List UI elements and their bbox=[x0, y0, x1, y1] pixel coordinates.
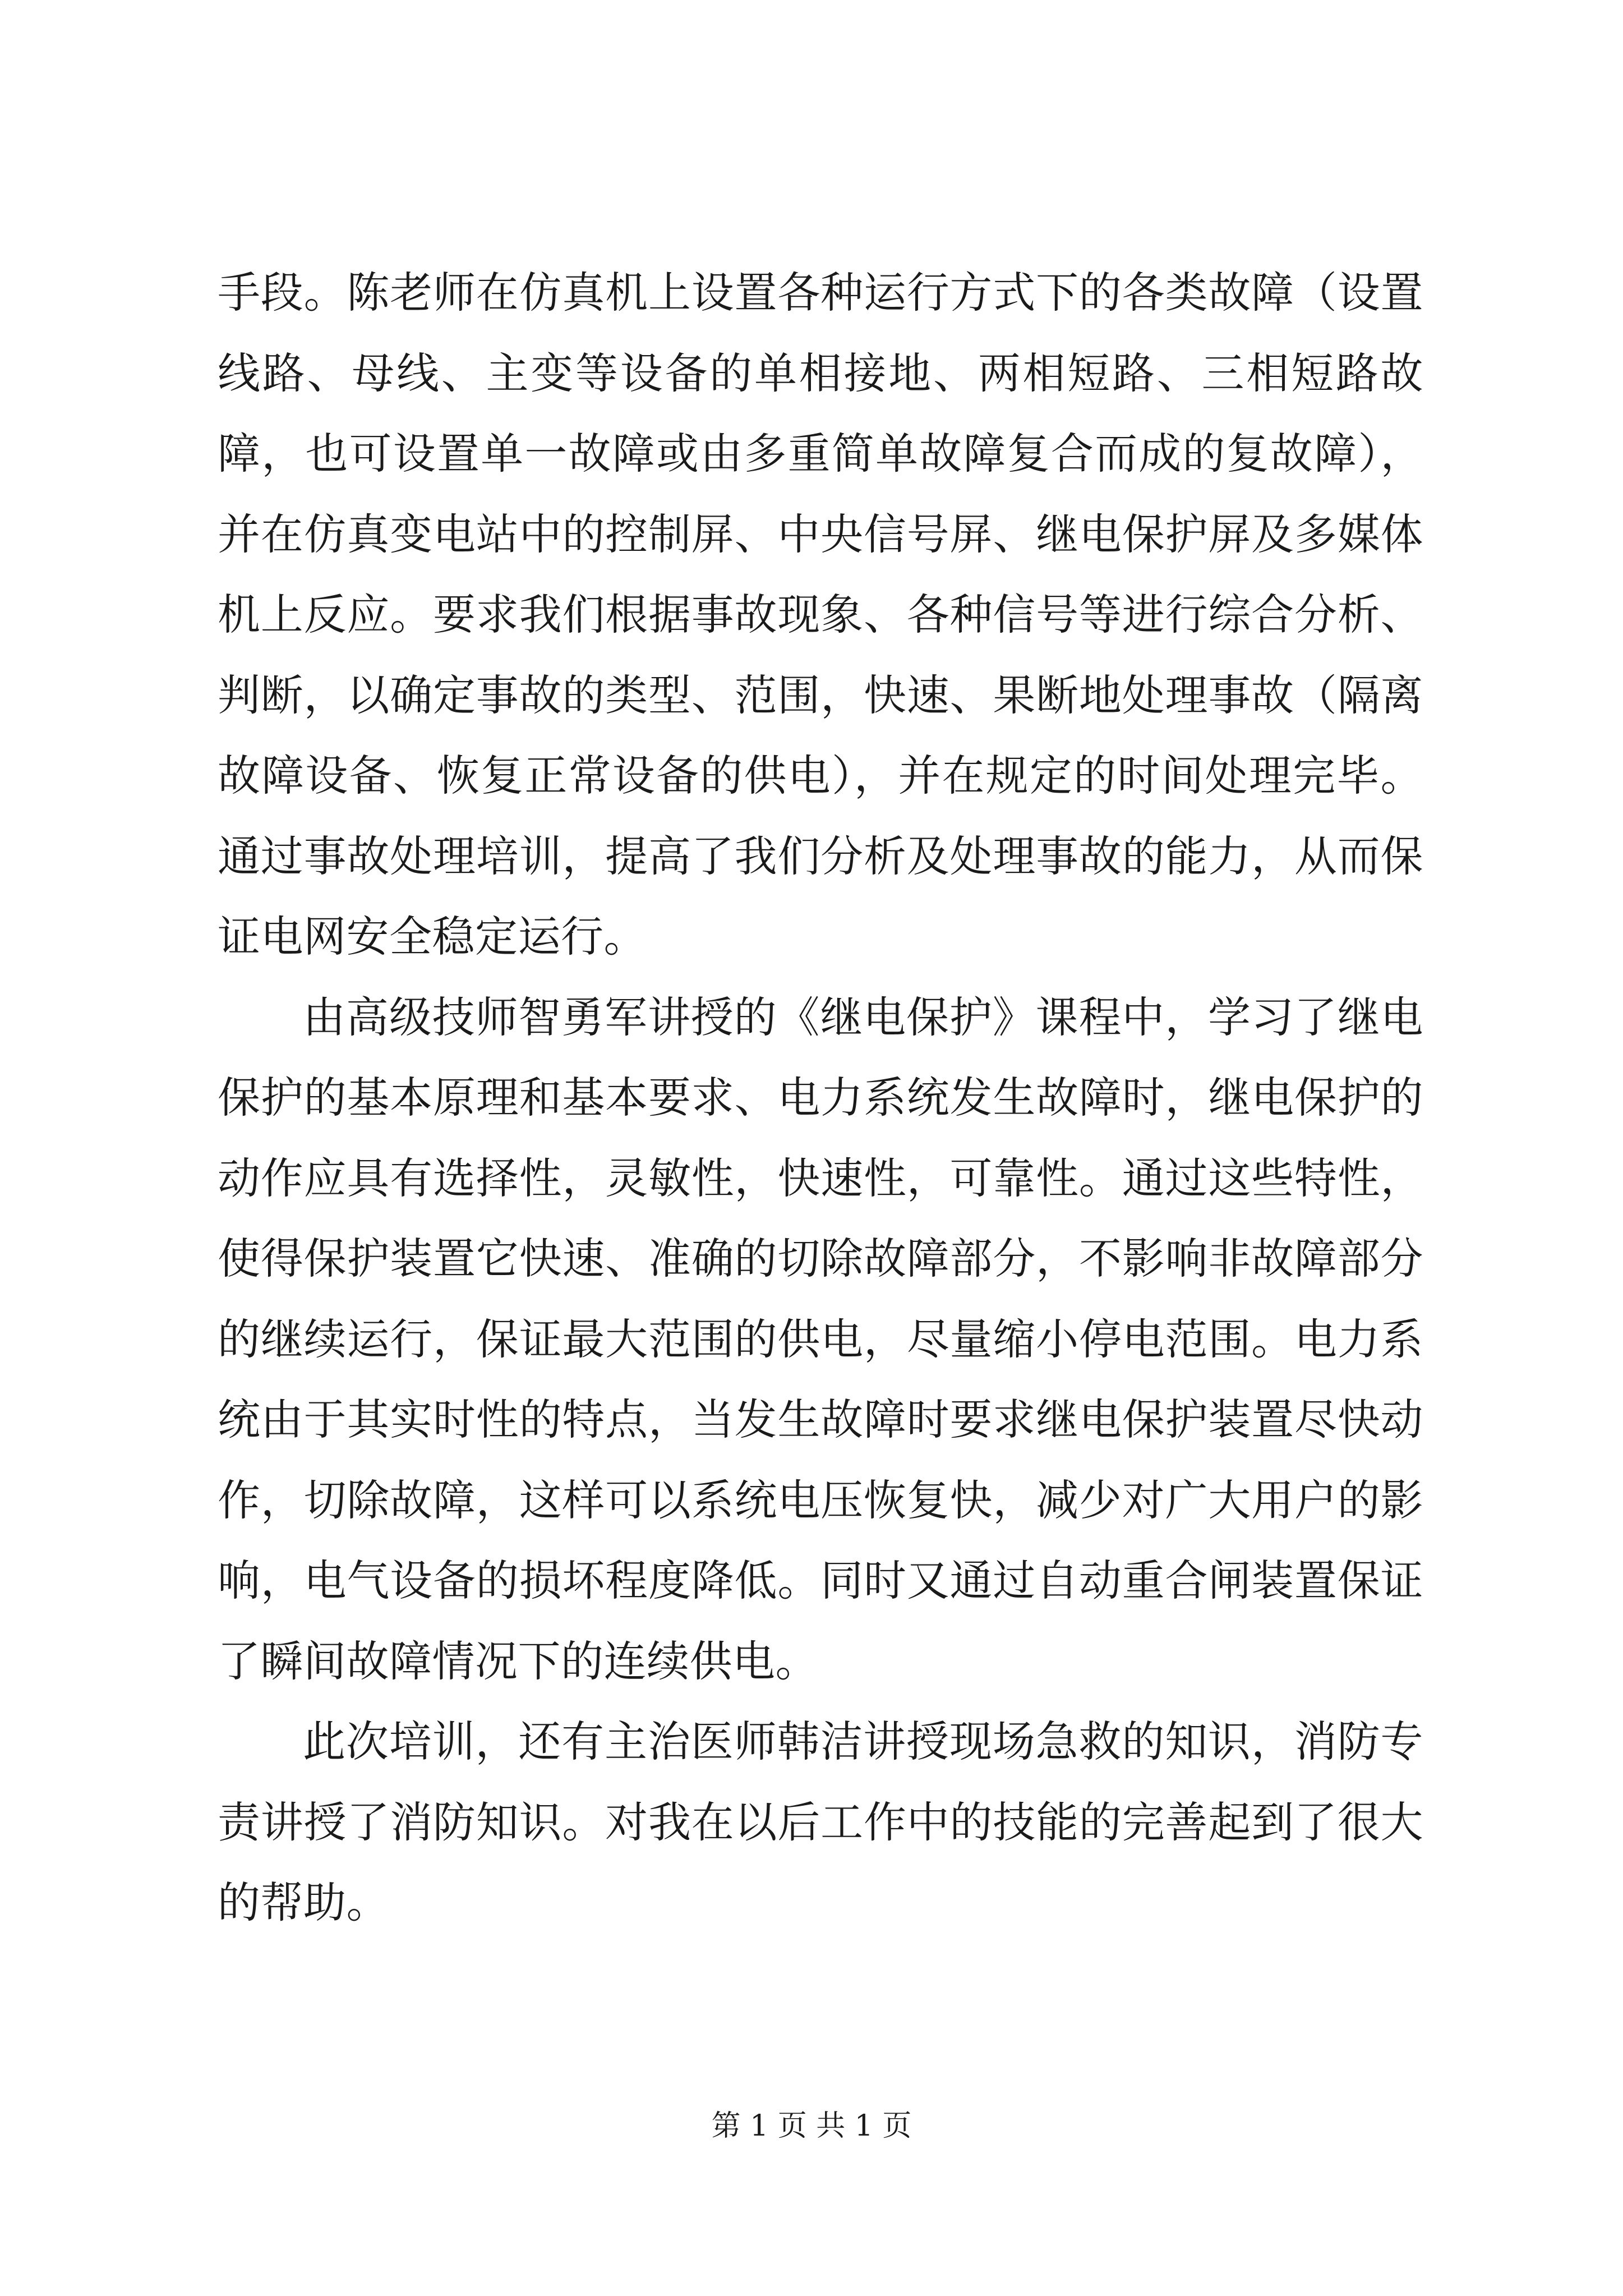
document-body bbox=[218, 252, 1423, 1943]
page-number-footer: 第 1 页 共 1 页 bbox=[711, 2109, 912, 2143]
paragraph-2: 由高级技师智勇军讲授的《继电保护》课程中，学习了继电保护的基本原理和基本要求、电力系统发生故障时，继电保护的动作应具有选择性，灵敏性，快速性，可靠性。通过这些特性，使得保护装置它快速、准确的切除故障部分，不影响非故障部分的继续运行，保证最大范围的供电，尽量缩小停电范围。电力系统由于其实时性的特点，当发生故障时要求继电保护装置尽快动作，切除故障，这样可以系统电压恢复快，减少对广大用户的影响，电气设备的损坏程度降低。同时又通过自动重合闸装置保证了瞬间故障情况下的连续供电。 bbox=[218, 992, 1423, 1686]
paragraph-1: 手段。陈老师在仿真机上设置各种运行方式下的各类故障（设置线路、母线、主变等设备的单相接地、两相短路、三相短路故障，也可设置单一故障或由多重简单故障复合而成的复故障），并在仿真变电站中的控制屏、中央信号屏、继电保护屏及多媒体机上反应。要求我们根据事故现象、各种信号等进行综合分析、判断，以确定事故的类型、范围，快速、果断地处理事故（隔离故障设备、恢复正常设备的供电），并在规定的时间处理完毕。通过事故处理培训，提高了我们分析及处理事故的能力，从而保证电网安全稳定运行。 bbox=[218, 268, 1423, 961]
paragraph-3: 此次培训，还有主治医师韩洁讲授现场急救的知识，消防专责讲授了消防知识。对我在以后工作中的技能的完善起到了很大的帮助。 bbox=[218, 1717, 1423, 1927]
